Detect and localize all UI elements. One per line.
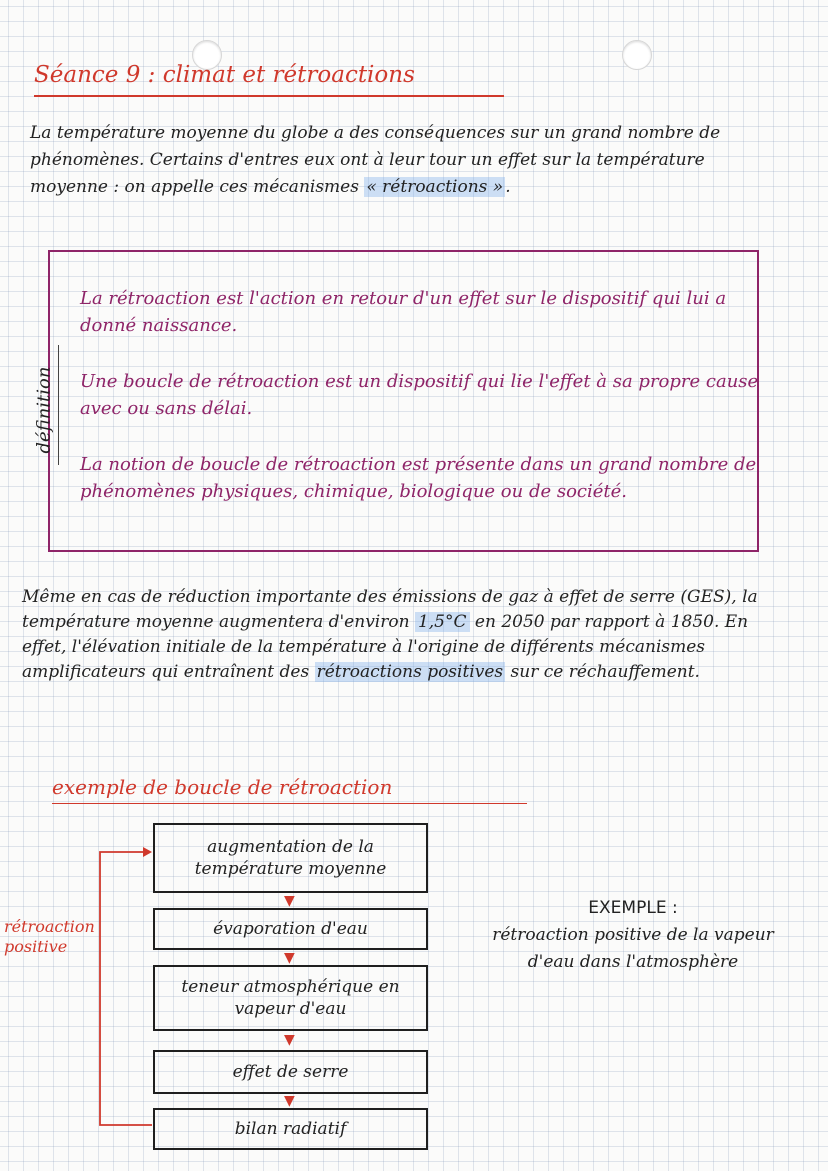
chain-step-evaporation: évaporation d'eau [153, 908, 428, 950]
warming-text-3: sur ce réchauffement. [505, 662, 700, 682]
definition-paragraph-1: La rétroaction est l'action en retour d'un effet sur le dispositif qui lui a donné naissance. [80, 288, 727, 336]
intro-highlight: « rétroactions » [366, 177, 504, 197]
chain-step-greenhouse: effet de serre [153, 1050, 428, 1094]
feedback-loop-line [100, 852, 152, 1125]
arrow-down-icon: ▼ [284, 1093, 295, 1109]
chain-step-water-vapor: teneur atmosphérique en vapeur d'eau [153, 965, 428, 1031]
definition-paragraph-3: La notion de boucle de rétroaction est présente dans un grand nombre de phénomènes physiques, chimique, biologique ou de société. [80, 454, 757, 502]
definition-paragraph-2: Une boucle de rétroaction est un dispositif qui lie l'effet à sa propre cause avec ou sans délai. [80, 371, 759, 419]
example-note [488, 895, 778, 976]
arrow-down-icon: ▼ [284, 1032, 295, 1048]
chain-step-temperature: augmentation de la température moyenne [153, 823, 428, 893]
arrow-down-icon: ▼ [284, 950, 295, 966]
example-note-text: rétroaction positive de la vapeur d'eau dans l'atmosphère [492, 925, 774, 972]
example-title: exemple de boucle de rétroaction [52, 775, 393, 799]
arrow-down-icon: ▼ [284, 893, 295, 909]
chain-step-radiative-balance: bilan radiatif [153, 1108, 428, 1150]
temperature-highlight: 1,5°C [415, 612, 470, 632]
example-note-title: EXEMPLE : [588, 898, 678, 918]
definition-label-text: définition [33, 366, 55, 454]
warming-text-1: Même en cas de réduction importante des émissions de gaz à effet de serre (GES), la température moyenne augmentera d'environ [22, 587, 758, 632]
page-title: Séance 9 : climat et rétroactions [34, 62, 415, 88]
positive-feedback-highlight: rétroactions positives [316, 662, 504, 682]
feedback-loop-label: rétroaction positive [4, 917, 95, 956]
warming-text-2: en 2050 par rapport à 1850. En effet, l'élévation initiale de la température à l'origine de différents mécanismes amplificateurs qui entraînent des [22, 612, 749, 682]
intro-text-start: La température moyenne du globe a des conséquences sur un grand nombre de phénomènes. Certains d'entres eux ont à leur tour un effet sur la température moyenne : on appelle ces mécanismes [30, 123, 721, 197]
intro-text-end: . [505, 177, 511, 197]
feedback-loop-arrowhead [143, 847, 152, 857]
